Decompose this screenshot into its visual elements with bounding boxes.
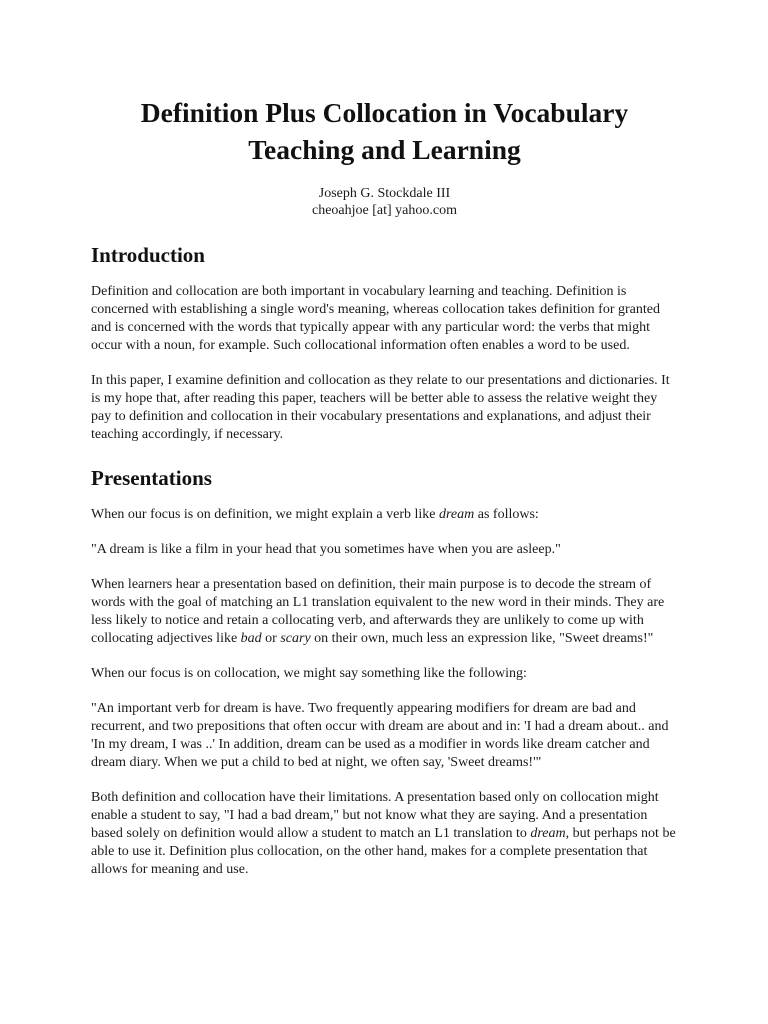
text-run: on their own, much less an expression like, "Sweet dreams!" bbox=[310, 631, 654, 646]
author-email: cheoahjoe [at] yahoo.com bbox=[312, 203, 457, 218]
presentations-paragraph-4 bbox=[91, 789, 678, 879]
byline bbox=[91, 185, 678, 219]
presentations-paragraph-3: When our focus is on collocation, we might say something like the following: bbox=[91, 666, 527, 681]
text-run: When our focus is on definition, we might explain a verb like bbox=[91, 507, 439, 522]
emphasis-bad: bad bbox=[240, 631, 262, 646]
text-run: or bbox=[261, 631, 281, 646]
author-name: Joseph G. Stockdale III bbox=[318, 186, 451, 201]
definition-quote: "A dream is like a film in your head that you sometimes have when you are asleep." bbox=[91, 542, 561, 557]
introduction-paragraph-1: Definition and collocation are both important in vocabulary learning and teaching. Definition is concerned with establishing a single word's meaning, whereas collocation takes definition for granted and is concerned with the words that typically appear with any particular word: the verbs that might occur with a noun, for example. Such collocational information often enables a word to be used. bbox=[91, 284, 660, 353]
text-run: as follows: bbox=[474, 507, 539, 522]
document-page bbox=[0, 94, 768, 1024]
text-run: When learners hear a presentation based on definition, their main purpose is to decode the stream of words with the goal of matching an L1 translation equivalent to the new word in their minds. They are less likely to notice and retain a collocating verb, and afterwards they are unlikely to come up with collocating adjectives like bbox=[91, 577, 665, 646]
presentations-paragraph-1 bbox=[91, 506, 678, 524]
collocation-quote: "An important verb for dream is have. Two frequently appearing modifiers for dream are bad and recurrent, and two prepositions that often occur with dream are about and in: 'I had a dream about.. and 'In my dream, I was ..' In addition, dream can be used as a modifier in words like dream catcher and dream diary. When we put a child to bed at night, we often say, 'Sweet dreams!'" bbox=[91, 701, 669, 770]
text-run: , but perhaps not be able to use it. Definition plus collocation, on the other hand, makes for a complete presentation that allows for meaning and use. bbox=[91, 826, 676, 877]
emphasis-dream: dream bbox=[530, 826, 566, 841]
emphasis-dream: dream bbox=[438, 507, 475, 522]
introduction-paragraph-2: In this paper, I examine definition and collocation as they relate to our presentations and dictionaries. It is my hope that, after reading this paper, teachers will be better able to assess the relative weight they pay to definition and collocation in their vocabulary presentations and explanations, and adjust their teaching accordingly, if necessary. bbox=[91, 373, 670, 442]
document-title bbox=[91, 94, 678, 168]
emphasis-scary: scary bbox=[280, 631, 311, 646]
text-run: Both definition and collocation have their limitations. A presentation based only on collocation might enable a student to say, "I had a bad dream," but not know what they are saying. And a presentation based solely on definition would allow a student to match an L1 translation to bbox=[91, 790, 659, 841]
presentations-paragraph-2 bbox=[91, 576, 678, 648]
presentations-heading: Presentations bbox=[91, 466, 212, 490]
title-line-2: Teaching and Learning bbox=[248, 134, 521, 165]
title-line-1: Definition Plus Collocation in Vocabulary bbox=[140, 97, 629, 128]
introduction-heading: Introduction bbox=[91, 243, 205, 267]
